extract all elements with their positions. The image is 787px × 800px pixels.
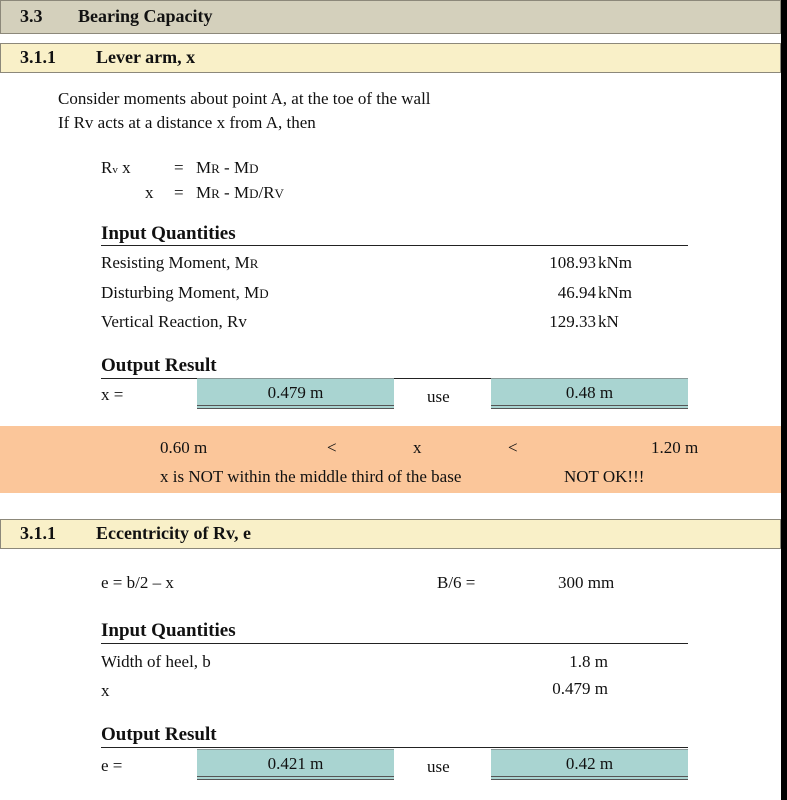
b6-label: B/6 = bbox=[437, 573, 476, 592]
heading-rule bbox=[101, 643, 688, 644]
input-value-x: 0.479 m bbox=[552, 679, 608, 698]
check-less-than-2: < bbox=[508, 438, 518, 457]
input-value-vertical-reaction: 129.33 bbox=[549, 312, 596, 331]
use-label: use bbox=[427, 757, 450, 776]
b6-value: 300 mm bbox=[558, 573, 615, 592]
input-label-resisting-moment: Resisting Moment, MR bbox=[101, 253, 259, 272]
heading-rule bbox=[101, 245, 688, 246]
section-title: Bearing Capacity bbox=[78, 6, 213, 26]
intro-line-2: If Rv acts at a distance x from A, then bbox=[58, 113, 316, 132]
check-lower-bound: 0.60 m bbox=[160, 438, 208, 457]
output-value-box: 0.479 m bbox=[197, 378, 394, 409]
equation-moment-balance: Rv x bbox=[101, 158, 131, 177]
equation-eccentricity: e = b/2 – x bbox=[101, 573, 174, 592]
check-message: x is NOT within the middle third of the base bbox=[160, 467, 462, 486]
equation-2-lhs: x bbox=[145, 183, 154, 202]
heading-rule bbox=[101, 747, 688, 748]
check-status: NOT OK!!! bbox=[564, 467, 645, 486]
section-header bbox=[0, 0, 781, 34]
middle-third-check bbox=[0, 426, 781, 493]
output-result-heading: Output Result bbox=[101, 724, 217, 745]
output-var-label: e = bbox=[101, 756, 123, 775]
subsection-title: Eccentricity of Rv, e bbox=[96, 523, 251, 543]
input-unit-disturbing-moment: kNm bbox=[598, 283, 632, 302]
equation-1-rhs: MR - MD bbox=[196, 158, 259, 177]
input-quantities-heading: Input Quantities bbox=[101, 620, 236, 641]
input-label-disturbing-moment: Disturbing Moment, MD bbox=[101, 283, 269, 302]
input-label-x: x bbox=[101, 681, 110, 700]
output-value-box: 0.421 m bbox=[197, 749, 394, 780]
use-value-box: 0.48 m bbox=[491, 378, 688, 409]
equation-2-equals: = bbox=[174, 183, 184, 202]
equation-1-equals: = bbox=[174, 158, 184, 177]
check-variable: x bbox=[413, 438, 422, 457]
subsection-number: 3.1.1 bbox=[20, 47, 56, 67]
input-label-vertical-reaction: Vertical Reaction, Rv bbox=[101, 312, 247, 331]
input-value-disturbing-moment: 46.94 bbox=[557, 283, 596, 302]
output-result-heading: Output Result bbox=[101, 355, 217, 376]
subsection-title: Lever arm, x bbox=[96, 47, 196, 67]
check-less-than-1: < bbox=[327, 438, 337, 457]
section-number: 3.3 bbox=[20, 6, 43, 26]
output-var-label: x = bbox=[101, 385, 124, 404]
input-unit-resisting-moment: kNm bbox=[598, 253, 632, 272]
intro-line-1: Consider moments about point A, at the toe of the wall bbox=[58, 89, 431, 108]
input-label-heel-width: Width of heel, b bbox=[101, 652, 211, 671]
input-value-resisting-moment: 108.93 bbox=[549, 253, 596, 272]
input-quantities-heading: Input Quantities bbox=[101, 223, 236, 244]
equation-2-rhs: MR - MD/RV bbox=[196, 183, 284, 202]
use-value-box: 0.42 m bbox=[491, 749, 688, 780]
input-unit-vertical-reaction: kN bbox=[598, 312, 619, 331]
check-upper-bound: 1.20 m bbox=[651, 438, 699, 457]
use-label: use bbox=[427, 387, 450, 406]
subsection-number: 3.1.1 bbox=[20, 523, 56, 543]
subsection-header-lever-arm bbox=[0, 43, 781, 73]
subsection-header-eccentricity bbox=[0, 519, 781, 549]
input-value-heel-width: 1.8 m bbox=[569, 652, 608, 671]
